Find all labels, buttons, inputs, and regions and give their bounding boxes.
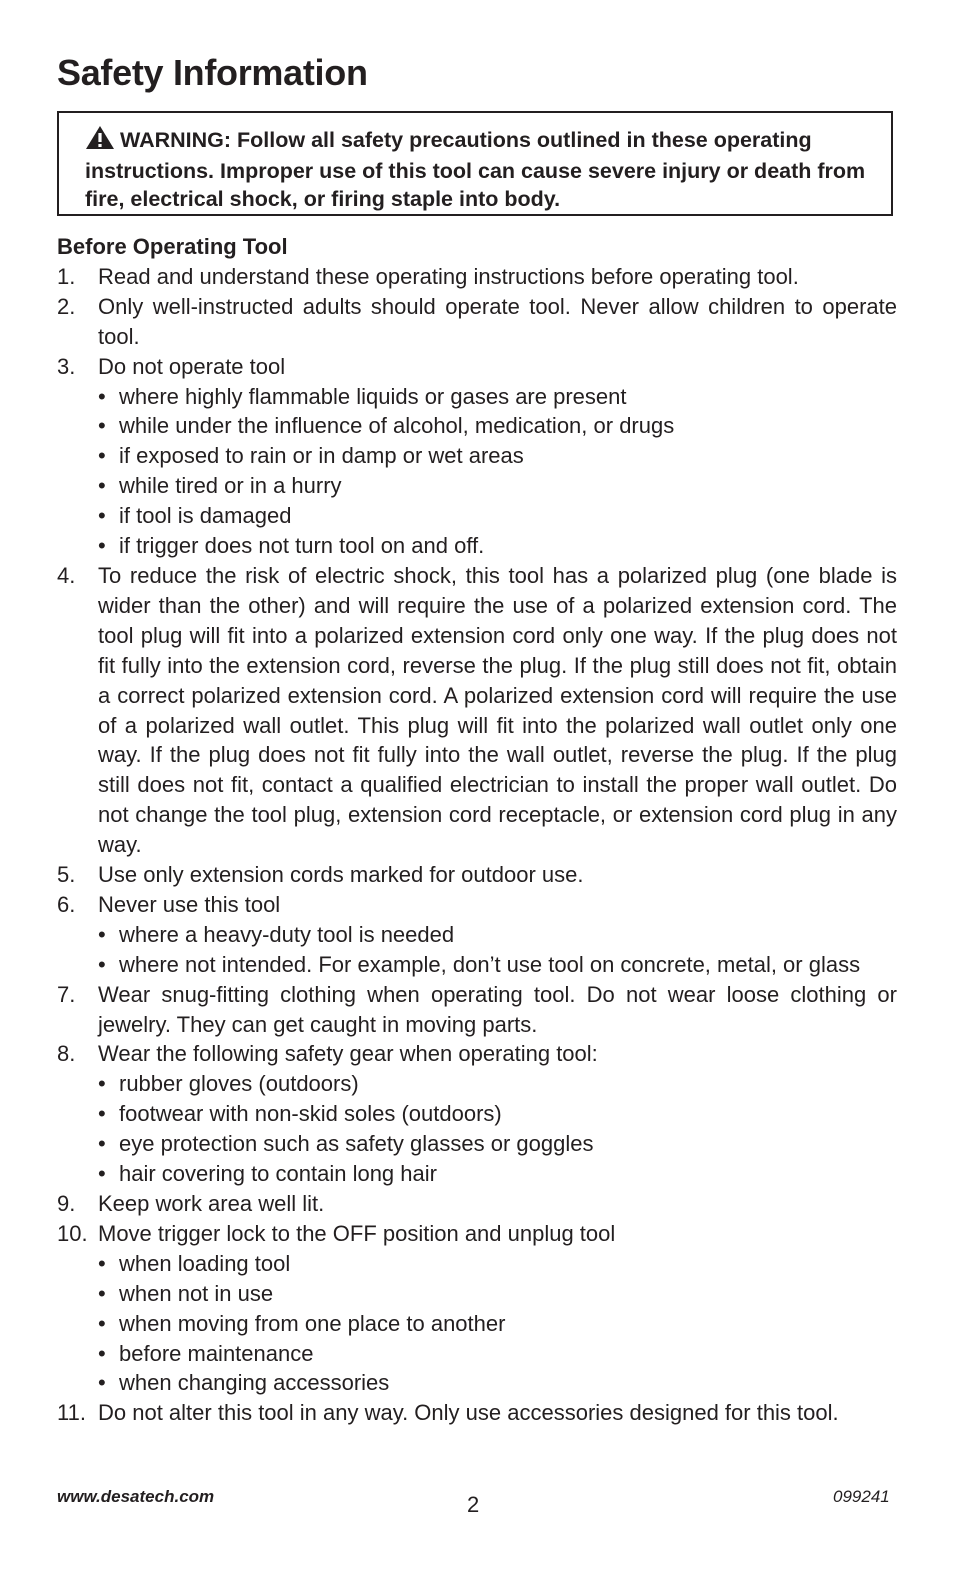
bullet-item — [98, 411, 897, 441]
bullet-text: if exposed to rain or in damp or wet areas — [119, 443, 524, 469]
bullet-dot: • — [98, 1161, 106, 1187]
bullet-item — [98, 920, 897, 950]
item-text: Use only extension cords marked for outdoor use. — [98, 862, 584, 888]
item-number: 11. — [57, 1400, 86, 1426]
bullet-dot: • — [98, 1280, 106, 1306]
item-number: 2. — [57, 293, 76, 319]
bullet-text: eye protection such as safety glasses or goggles — [119, 1131, 594, 1157]
bullet-dot: • — [98, 383, 106, 409]
list-item — [57, 890, 897, 980]
item-number: 9. — [57, 1191, 76, 1216]
list-item — [57, 1398, 897, 1428]
bullet-dot: • — [98, 921, 106, 947]
bullet-text: where highly flammable liquids or gases are present — [119, 383, 627, 409]
bullet-dot: • — [98, 1340, 106, 1366]
page-number: 2 — [467, 1492, 480, 1517]
bullet-item — [98, 1368, 897, 1398]
list-item — [57, 980, 897, 1040]
bullet-item — [98, 531, 897, 561]
item-number: 3. — [57, 353, 76, 379]
list-item — [57, 860, 897, 890]
item-text: Keep work area well lit. — [98, 1191, 325, 1216]
bullet-text: while tired or in a hurry — [119, 473, 342, 499]
bullet-text: when loading tool — [119, 1250, 291, 1276]
item-number: 4. — [57, 562, 76, 588]
bullet-item — [98, 382, 897, 412]
footer-doc-code: 099241 — [833, 1487, 890, 1506]
bullet-item — [98, 471, 897, 501]
bullet-dot: • — [98, 1131, 106, 1157]
bullet-text: before maintenance — [119, 1340, 314, 1366]
bullet-text: footwear with non-skid soles (outdoors) — [119, 1101, 502, 1127]
item-text: To reduce the risk of electric shock, this tool has a polarized plug (one blade is wider than the other) and will require the use of a polarized extension cord. The tool plug will fit into a polarized extension cord only one way. If the plug does not fit fully into the extension cord, reverse the plug. If the plug still does not fit, obtain a correct polarized extension cord. A polarized extension cord will require the use of a polarized wall outlet. This plug will fit into the polarized wall outlet only one way. If the plug does not fit fully into the wall outlet, reverse the plug. If the plug still does not fit, contact a qualified electrician to install the proper wall outlet. Do not change the tool plug, extension cord receptacle, or extension cord plug in any way. — [98, 562, 897, 858]
footer-website: www.desatech.com — [57, 1487, 215, 1506]
item-text: Only well-instructed adults should operate tool. Never allow children to operate tool. — [98, 293, 897, 349]
bullet-item — [98, 950, 897, 980]
warning-triangle-icon — [85, 125, 115, 157]
bullet-item — [98, 1129, 897, 1159]
section-heading: Before Operating Tool — [57, 234, 288, 259]
bullet-item — [98, 1069, 897, 1099]
item-number: 1. — [57, 263, 76, 289]
item-text: Do not alter this tool in any way. Only use accessories designed for this tool. — [98, 1400, 839, 1426]
item-number: 6. — [57, 891, 76, 917]
item-number: 7. — [57, 981, 76, 1007]
item-number: 8. — [57, 1041, 76, 1067]
warning-box — [57, 111, 893, 216]
list-item — [57, 1039, 897, 1189]
bullet-text: rubber gloves (outdoors) — [119, 1071, 359, 1097]
list-item — [57, 1219, 897, 1398]
item-text: Wear snug-fitting clothing when operating tool. Do not wear loose clothing or jewelry. They can get caught in moving parts. — [98, 981, 897, 1037]
bullet-text: when moving from one place to another — [119, 1310, 506, 1336]
list-item — [57, 561, 897, 860]
bullet-item — [98, 1099, 897, 1129]
bullet-list — [98, 1069, 897, 1189]
bullet-text: while under the influence of alcohol, medication, or drugs — [119, 413, 675, 439]
list-item — [57, 1189, 897, 1219]
bullet-item — [98, 501, 897, 531]
item-text: Never use this tool — [98, 891, 281, 917]
bullet-item — [98, 441, 897, 471]
list-item — [57, 262, 897, 292]
item-text: Do not operate tool — [98, 353, 286, 379]
bullet-dot: • — [98, 1071, 106, 1097]
bullet-list — [98, 382, 897, 561]
bullet-dot: • — [98, 503, 106, 529]
bullet-dot: • — [98, 473, 106, 499]
item-text: Read and understand these operating instructions before operating tool. — [98, 263, 799, 289]
bullet-text: when not in use — [119, 1280, 274, 1306]
bullet-dot: • — [98, 443, 106, 469]
bullet-dot: • — [98, 413, 106, 439]
bullet-text: if tool is damaged — [119, 503, 292, 529]
bullet-list — [98, 920, 897, 980]
item-number: 10. — [57, 1220, 88, 1246]
bullet-text: when changing accessories — [119, 1370, 390, 1396]
bullet-dot: • — [98, 1250, 106, 1276]
bullet-text: if trigger does not turn tool on and off. — [119, 533, 485, 559]
bullet-item — [98, 1159, 897, 1189]
instructions — [57, 232, 897, 1428]
bullet-text: where not intended. For example, don’t use tool on concrete, metal, or glass — [119, 951, 861, 977]
list-item — [57, 352, 897, 561]
bullet-text: where a heavy-duty tool is needed — [119, 921, 455, 947]
bullet-list — [98, 1249, 897, 1399]
warning-text: WARNING: Follow all safety precautions outlined in these operating instructions. Improper use of this tool can cause severe injury or death from fire, electrical shock, or firing staple into body. — [85, 128, 866, 211]
list-item — [57, 292, 897, 352]
bullet-text: hair covering to contain long hair — [119, 1161, 437, 1187]
bullet-dot: • — [98, 1370, 106, 1396]
bullet-item — [98, 1339, 897, 1369]
bullet-item — [98, 1309, 897, 1339]
bullet-item — [98, 1279, 897, 1309]
item-number: 5. — [57, 862, 76, 888]
item-text: Move trigger lock to the OFF position and unplug tool — [98, 1220, 616, 1246]
instruction-list — [57, 262, 897, 1428]
bullet-dot: • — [98, 533, 106, 559]
bullet-item — [98, 1249, 897, 1279]
bullet-dot: • — [98, 1101, 106, 1127]
bullet-dot: • — [98, 951, 106, 977]
item-text: Wear the following safety gear when operating tool: — [98, 1041, 598, 1067]
bullet-dot: • — [98, 1310, 106, 1336]
page-title: Safety Information — [57, 52, 368, 93]
